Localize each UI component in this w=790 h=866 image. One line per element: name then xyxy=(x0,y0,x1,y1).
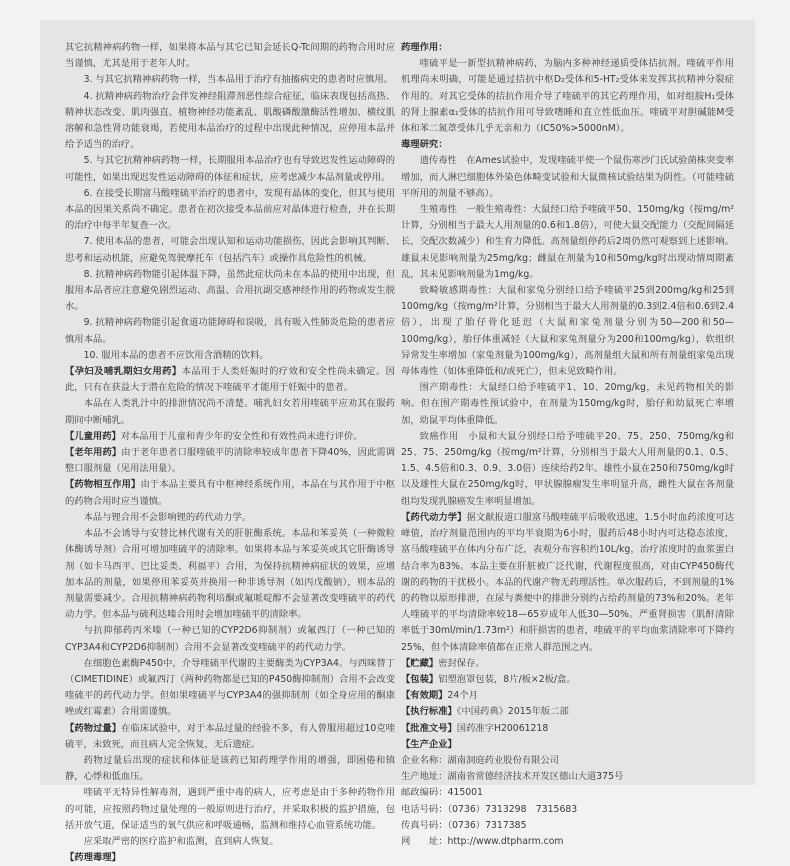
paragraph xyxy=(65,153,395,185)
paragraph xyxy=(65,89,395,154)
paragraph xyxy=(65,623,395,655)
subsection-heading: 毒理研究： xyxy=(401,139,448,151)
manufacturer-info: 生产地址：湖南省常德经济技术开发区德山大道375号 xyxy=(401,771,624,783)
paragraph xyxy=(65,834,395,850)
paragraph-text: 致癌作用 小鼠和大鼠分别经口给予喹硫平20、75、250、750mg/kg和25、75、250mg/kg（按mg/m²计算，分别相当于最大人用剂量的0.1、0.5、1.5、4.5倍和0.3、0.9、3.0倍）连续给药2年。雄性小鼠在250和750mg/kg时以及雄性大鼠在250mg/kg时，甲状腺腺瘤发生率明显升高，雌性大鼠在各剂量组均发现乳腺癌发生率明显增加。 xyxy=(401,430,734,507)
paragraph xyxy=(401,153,734,202)
paragraph xyxy=(65,348,395,364)
paragraph xyxy=(401,721,734,737)
paragraph-text: 与抗抑郁药丙米嗪（一种已知的CYP2D6抑制剂）或氟西汀（一种已知的CYP3A4和CYP2D6抑制剂）合用不会显著改变喹硫平的药代动力学。 xyxy=(65,625,395,653)
paragraph-text: 药物过量后出现的症状和体征是该药已知药理学作用的增强，即困倦和镇静，心悸和低血压。 xyxy=(65,754,395,783)
paragraph xyxy=(65,785,395,834)
paragraph-text: 遗传毒性 在Ames试验中，发现喹硫平使一个鼠伤寒沙门氏试验菌株突变率增加，而人淋巴细胞体外染色体畸变试验和大鼠微核试验结果为阴性。（可能喹硫平所用的剂量不够高）。 xyxy=(401,155,734,199)
paragraph-text: 在细胞色素酶P450中，介导喹硫平代谢的主要酶类为CYP3A4。与西咪替丁（CIMETIDINE）或氟西汀（两种药物都是已知的P450酶抑制剂）合用不会改变喹硫平的药代动力学。但如果喹硫平与CYP3A4的强抑制剂（如全身应用的酮康唑或红霉素）合用需谨慎。 xyxy=(65,657,395,718)
paragraph xyxy=(65,477,395,509)
paragraph-text: 其它抗精神病药物一样，如果将本品与其它已知会延长Q-Tc间期的药物合用时应当谨慎，尤其是用于老年人时。 xyxy=(65,42,395,70)
paragraph xyxy=(65,234,395,266)
paragraph-text: 《中国药典》2015年版二部 xyxy=(456,706,569,718)
left-column xyxy=(65,40,395,866)
paragraph-text: 应采取严密的医疗监护和监测，直到病人恢复。 xyxy=(83,835,279,847)
paragraph xyxy=(65,656,395,721)
website-link[interactable]: 网 址：http://www.dtpharm.com xyxy=(401,835,564,847)
paragraph-text: 围产期毒性：大鼠经口给予喹硫平1、10、20mg/kg，未见药物相关的影响。但在围产期毒性预试验中，在剂量为150mg/kg时，胎仔和幼鼠死亡率增加，幼鼠平均体重降低。 xyxy=(401,382,734,426)
paragraph xyxy=(401,380,734,429)
paragraph-text: 在临床试验中，对于本品过量的经验不多，有人曾服用超过10克喹硫平，未致死，而且病人完全恢复，无后遗症。 xyxy=(65,722,395,750)
paragraph-text: 铝塑泡罩包装，8片/板×2板/盒。 xyxy=(438,673,576,685)
paragraph-text: 3. 与其它抗精神病药物一样，当本品用于治疗有抽搐病史的患者时应慎用。 xyxy=(83,74,393,86)
section-heading: 【批准文号】 xyxy=(401,722,457,734)
section-heading: 【有效期】 xyxy=(401,690,448,702)
paragraph xyxy=(65,850,395,866)
paragraph xyxy=(401,283,734,380)
paragraph-text: 由于本品主要具有中枢神经系统作用，本品在与其作用于中枢的药物合用时应当谨慎。 xyxy=(65,479,395,507)
paragraph-text: 本品在人类乳汁中的排泄情况尚不清楚。哺乳妇女若用喹硫平应劝其在服药期间中断哺乳。 xyxy=(65,398,395,426)
paragraph-text: 24个月 xyxy=(447,690,478,702)
manufacturer-info: 电话号码：（0736）7313298 7315683 xyxy=(401,803,578,815)
section-heading: 【药代动力学】 xyxy=(401,511,467,523)
paragraph-text: 密封保存。 xyxy=(438,657,485,669)
paragraph-text: 8. 抗精神病药物能引起体温下降，虽然此症状尚未在本品的使用中出现，但服用本品者应注意避免剧烈运动、高温、合用抗副交感神经作用的药物或发生脱水。 xyxy=(65,268,395,313)
paragraph xyxy=(65,267,395,316)
paragraph xyxy=(401,56,734,137)
paragraph-text: 本品与锂合用不会影响锂的药代动力学。 xyxy=(83,511,251,523)
paragraph-text: 本品用于人类妊娠时的疗效和安全性尚未确定。因此，只有在获益大于潜在危险的情况下喹硫平才能用于妊娠中的患者。 xyxy=(65,366,395,394)
manufacturer-info: 企业名称：湖南洞庭药业股份有限公司 xyxy=(401,754,560,766)
paragraph xyxy=(401,510,734,656)
paragraph-text: 喹硫平是一新型抗精神病药，为脑内多种神经递质受体拮抗剂。喹硫平作用机理尚未明确，可能是通过拮抗中枢D₂受体和5-HT₂受体来发挥其抗精神分裂症作用的。对其它受体的拮抗作用介导了喹硫平的其它药理作用，如对组胺H₁受体的肾上腺素α₁受体的拮抗作用可导致嗜睡和直立性低血压。喹硫平对胆碱能M受体和苯二氮䓬受体几乎无亲和力（IC50%>5000nM）。 xyxy=(401,58,734,135)
paragraph xyxy=(401,656,734,672)
paragraph-text: 对本品用于儿童和青少年的安全性和有效性尚未进行评价。 xyxy=(120,430,363,442)
paragraph xyxy=(65,721,395,753)
paragraph-text: 喹硫平无特异性解毒剂，遇到严重中毒的病人，应考虑是由于多种药物作用的可能，应按照药物过量处理的一般原则进行治疗，并采取积极的监护措施，包括开放气道，保证适当的氧气供应和呼吸通畅，监测和维持心血管系统功能。 xyxy=(65,787,395,831)
paragraph-text: 由于老年患者口服喹硫平的清除率较成年患者下降40%，因此需调整口服剂量（见用法用量）。 xyxy=(65,447,395,475)
paragraph xyxy=(65,40,395,72)
paragraph xyxy=(65,510,395,526)
paragraph-text: 国药准字H20061218 xyxy=(456,722,549,734)
paragraph xyxy=(401,429,734,510)
subsection-heading: 药理作用： xyxy=(401,42,448,53)
section-heading: 【儿童用药】 xyxy=(65,430,121,442)
paragraph xyxy=(401,688,734,704)
manufacturer-info: 传真号码：（0736）7317385 xyxy=(401,819,527,831)
paragraph-text: 7. 使用本品的患者，可能会出现认知和运动功能损伤，因此会影响其判断、思考和运动机能，应避免驾驶摩托车（包括汽车）或操作具危险性的机械。 xyxy=(65,236,395,264)
section-heading: 【孕妇及哺乳期妇女用药】 xyxy=(65,366,182,378)
paragraph xyxy=(401,672,734,688)
paragraph-text: 本品不会诱导与安替比林代谢有关的肝脏酶系统。本品和苯妥英（一种微粒体酶诱导剂）合用可增加喹硫平的清除率。如果将本品与苯妥英或其它肝酶诱导剂（如卡马西平、巴比妥类、利福平）合用，为保持抗精神病症状的效果，应增加本品的剂量，如果停用苯妥英并换用一种非诱导剂（如丙戊酸钠），则本品的剂量需要减少。合用抗精神病药物利培酮或氟哌啶醇不会显著改变喹硫平的药代动力学。但本品与硫利达嗪合用时会增加喹硫平的清除率。 xyxy=(65,528,395,621)
section-heading: 【药理毒理】 xyxy=(65,852,121,864)
paragraph xyxy=(401,704,734,720)
paragraph xyxy=(65,364,395,396)
section-heading: 【药物相互作用】 xyxy=(65,479,141,491)
paragraph xyxy=(65,753,395,785)
paragraph-text: 据文献报道口服富马酸喹硫平后吸收迅速，1.5小时血药浓度可达峰值，治疗剂量范围内的平均半衰期为6小时，服药后48小时内可达稳态浓度，富马酸喹硫平在体内分布广泛，表观分布容积约10L/kg，治疗浓度时的血浆蛋白结合率为83%。本品主要在肝脏被广泛代谢，代谢程度很高，对由CYP450酶代谢的药物的干扰极小。本品的代谢产物无药理活性。单次服药后，不到剂量的1%的药物以原形排泄，在尿与粪便中的排泄分别约占给药剂量的73%和20%。老年人喹硫平的平均清除率较18—65岁成年人低30—50%。严重肾损害（肌酐清除率低于30ml/min/1.73m²）和肝损害的患者，喹硫平的平均血浆清除率可下降约25%，但个体清除率值都在正常人群范围之内。 xyxy=(401,511,734,653)
paragraph xyxy=(65,72,395,88)
paragraph xyxy=(65,429,395,445)
manufacturer-info: 邮政编码：415001 xyxy=(401,787,483,799)
paragraph xyxy=(65,315,395,347)
paragraph xyxy=(65,526,395,623)
paragraph xyxy=(65,396,395,428)
section-heading: 【执行标准】 xyxy=(401,706,457,718)
section-heading: 【生产企业】 xyxy=(401,738,457,750)
section-heading: 【贮藏】 xyxy=(401,657,439,669)
paragraph xyxy=(401,737,734,753)
paragraph xyxy=(65,186,395,235)
paragraph-text: 9. 抗精神病药物能引起食道功能障碍和误吸，具有吸入性肺炎危险的患者应慎用本品。 xyxy=(65,317,395,345)
section-heading: 【老年用药】 xyxy=(65,447,122,459)
paragraph-text: 6. 在接受长期富马酸喹硫平治疗的患者中，发现有晶体的变化，但其与使用本品的因果关系尚不确定。患者在初次接受本品前应对晶体进行检查，并在长期的治疗中每半年复查一次。 xyxy=(65,187,395,232)
paragraph-text: 5. 与其它抗精神病药物一样，长期服用本品治疗也有导致迟发性运动障碍的可能性，如果出现迟发性运动障碍的体征和症状，应考虑减少本品剂量或停用。 xyxy=(65,155,395,183)
paragraph-text: 4. 抗精神病药物治疗会伴发神经阻滞剂恶性综合症征，临床表现包括高热、精神状态改变、肌肉强直、植物神经功能紊乱、肌酸磷酸激酶活性增加、横纹肌溶解和急性肾功能衰竭，若使用本品治疗的过程中出现此种情况，应停用本品并给予适当的治疗。 xyxy=(65,90,395,151)
section-heading: 【药物过量】 xyxy=(65,722,122,734)
paragraph xyxy=(401,202,734,283)
paragraph-text: 致畸敏感期毒性：大鼠和家兔分别经口给予喹硫平25到200mg/kg和25到100mg/kg（按mg/m²计算，分别相当于最大人用剂量的0.3到2.4倍和0.6到2.4倍），出现了胎仔骨化延迟（大鼠和家兔剂量分别为50—200和50—100mg/kg），胎仔体重减轻（大鼠和家兔剂量分为200和100mg/kg），软组织异常发生率增加（家兔剂量为100mg/kg），高剂量组大鼠和所有剂量组家兔出现母体毒性（如体重降低和/或死亡），但未见致畸作用。 xyxy=(401,285,734,378)
section-heading: 【包装】 xyxy=(401,673,439,685)
paragraph xyxy=(65,445,395,477)
right-column xyxy=(401,40,734,850)
paragraph-text: 生殖毒性 一般生殖毒性：大鼠经口给予喹硫平50、150mg/kg（按mg/m²计算，分别相当于最大人用剂量的0.6和1.8倍），可使大鼠交配能力（交配间隔延长，交配次数减少）和生育力降低。高剂量组停药后2周仍然可观察到上述影响。雄鼠未见影响剂量为25mg/kg；雌鼠在剂量为10和50mg/kg时出现动情周期紊乱，其未见影响剂量为1mg/kg。 xyxy=(401,204,734,280)
paragraph-text: 10. 服用本品的患者不应饮用含酒精的饮料。 xyxy=(83,349,269,361)
